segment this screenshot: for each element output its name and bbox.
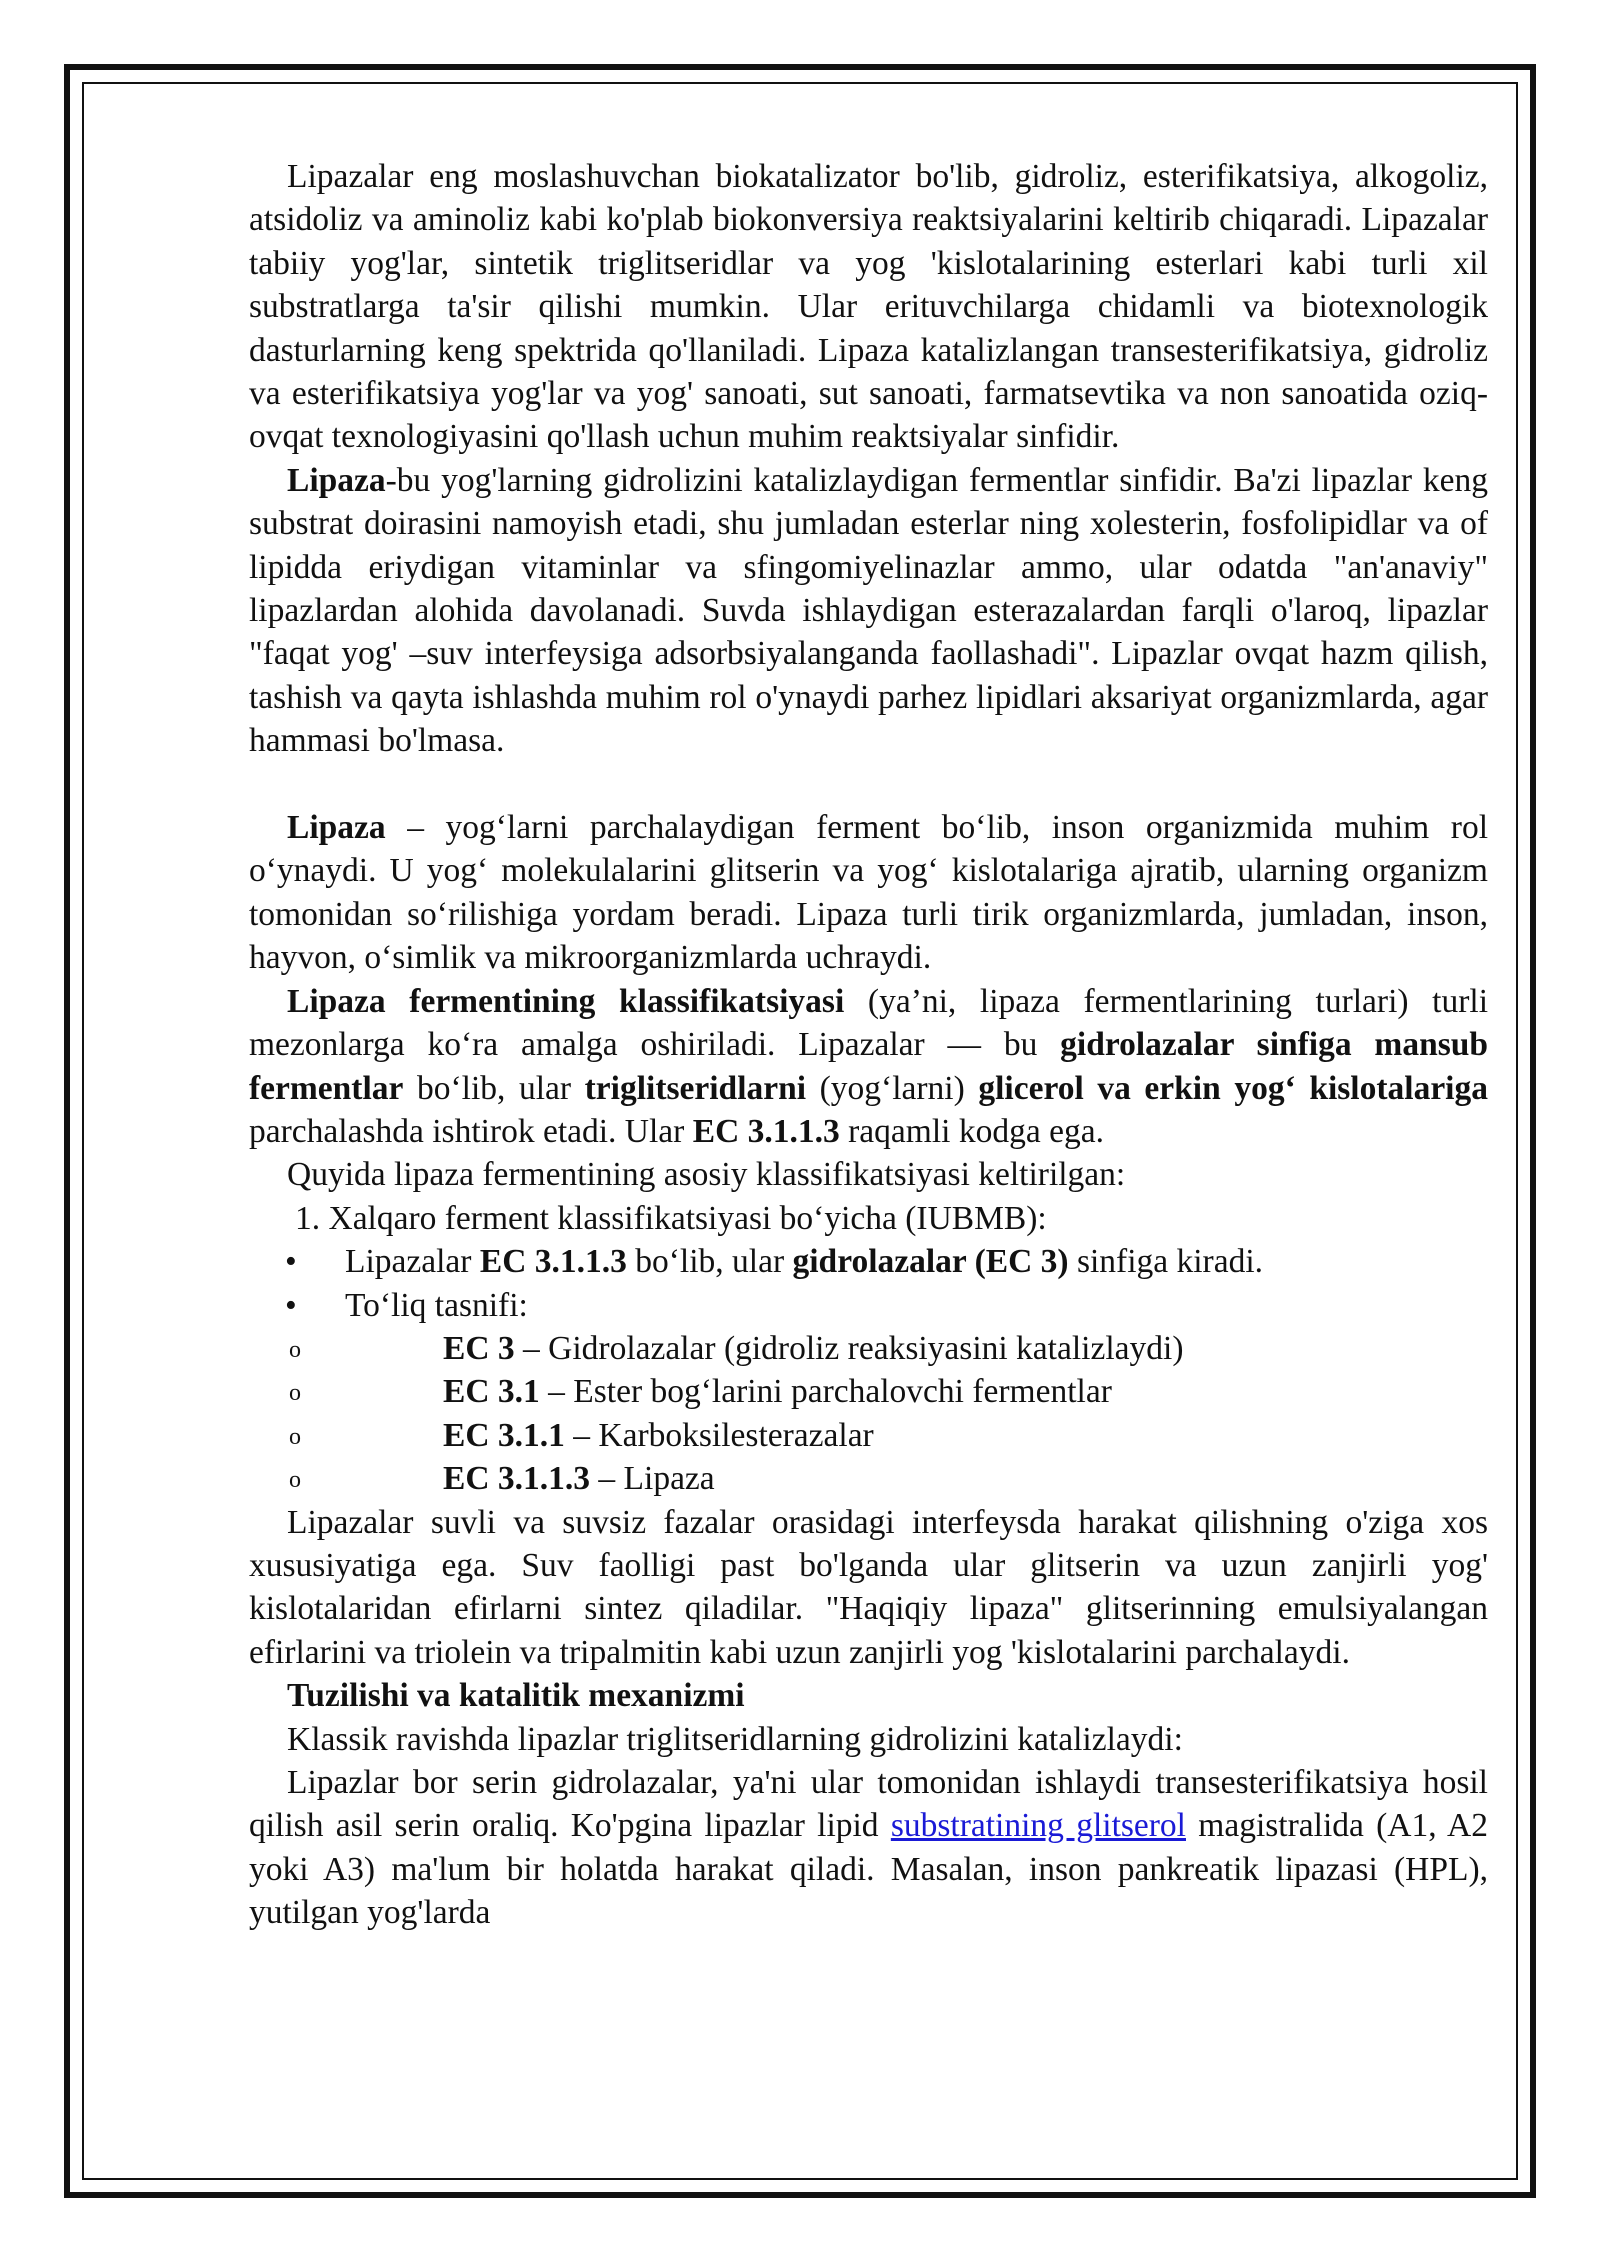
paragraph-list-intro: Quyida lipaza fermentining asosiy klassifikatsiyasi keltirilgan: <box>287 1156 1126 1194</box>
paragraph-intro: Lipazalar eng moslashuvchan biokatalizator bo'lib, gidroliz, esterifikatsiya, alkogoliz, atsidoliz va aminoliz kabi ko'plab biokonversiya reaktsiyalarini keltirib chiqaradi. Lipazalar tabiiy yog'lar, sintetik triglitseridlar va yog 'kislotalarining esterlari kabi turli xil substratlarga ta'sir qilishi mumkin. Ular erituvchilarga chidamli va biotexnologik dasturlarning keng spektrida qo'llaniladi. Lipaza katalizlangan transesterifikatsiya, gidroliz va esterifikatsiya yog'lar va yog' sanoati, sut sanoati, farmatsevtika va non sanoatida oziq-ovqat texnologiyasini qo'llash uchun muhim reaktsiyalar sinfidir. <box>249 158 1488 456</box>
numbered-item-1: 1. Xalqaro ferment klassifikatsiyasi bo‘yicha (IUBMB): <box>295 1199 1047 1237</box>
sub-bullet-marker: o <box>289 1336 301 1363</box>
sub-bullet-marker: o <box>289 1423 301 1450</box>
document-body <box>249 155 1488 1935</box>
section-heading: Tuzilishi va katalitik mexanizmi <box>287 1677 745 1715</box>
bullet-marker: • <box>285 1286 297 1324</box>
blank-line <box>249 763 1488 806</box>
bullet-item-2: • To‘liq tasnifi: <box>249 1284 1488 1327</box>
term-lipaza: Lipaza <box>287 461 386 499</box>
term-lipaza-2: Lipaza <box>287 809 386 847</box>
sub-bullet-marker: o <box>289 1380 301 1407</box>
paragraph-classic-hydrolysis: Klassik ravishda lipazlar triglitseridlarning gidrolizini katalizlaydi: <box>287 1720 1183 1758</box>
paragraph-interface: Lipazalar suvli va suvsiz fazalar orasidagi interfeysda harakat qilishning o'ziga xos xususiyatiga ega. Suv faolligi past bo'lganda ular glitserin va uzun zanjirli yog' kislotalaridan efirlarni sintez qiladilar. "Haqiqiy lipaza" glitserinning emulsiyalangan efirlarini va triolein va tripalmitin kabi uzun zanjirli yog 'kislotalarini parchalaydi. <box>249 1503 1488 1671</box>
sub-item-ec3: o EC 3 – Gidrolazalar (gidroliz reaksiyasini katalizlaydi) <box>249 1327 1488 1370</box>
bullet-marker: • <box>285 1243 297 1281</box>
sub-item-ec3-1-1-3: o EC 3.1.1.3 – Lipaza <box>249 1457 1488 1500</box>
paragraph-classification: Lipaza fermentining klassifikatsiyasi (ya’ni, lipaza fermentlarining turlari) turli mezonlarga ko‘ra amalga oshiriladi. Lipazalar — bu gidrolazalar sinfiga mansub fermentlar bo‘lib, ular triglitseridlarni (yog‘larni) glicerol va erkin yog‘ kislotalariga parchalashda ishtirok etadi. Ular EC 3.1.1.3 raqamli kodga ega. <box>249 982 1489 1150</box>
sub-item-ec3-1-1: o EC 3.1.1 – Karboksilesterazalar <box>249 1414 1488 1457</box>
sub-bullet-marker: o <box>289 1467 301 1494</box>
paragraph-lipaza-role: Lipaza – yog‘larni parchalaydigan ferment bo‘lib, inson organizmida muhim rol o‘ynaydi. U yog‘ molekulalarini glitserin va yog‘ kislotalariga ajratib, ularning organizm tomonidan so‘rilishiga yordam beradi. Lipaza turli tirik organizmlarda, jumladan, inson, hayvon, o‘simlik va mikroorganizmlarda uchraydi. <box>249 809 1488 977</box>
bullet-item-1: • Lipazalar EC 3.1.1.3 bo‘lib, ular gidrolazalar (EC 3) sinfiga kiradi. <box>249 1240 1488 1283</box>
sub-item-ec3-1: o EC 3.1 – Ester bog‘larini parchalovchi fermentlar <box>249 1370 1488 1413</box>
glycerol-substrate-link[interactable]: substratining glitserol <box>890 1807 1186 1845</box>
paragraph-lipaza-definition: Lipaza-bu yog'larning gidrolizini katalizlaydigan fermentlar sinfidir. Ba'zi lipazlar keng substrat doirasini namoyish etadi, shu jumladan esterlar ning xolesterin, fosfolipidlar va of lipidda eriydigan vitaminlar va sfingomiyelinazlar ammo, ular odatda "an'anaviy" lipazlardan alohida davolanadi. Suvda ishlaydigan esterazalardan farqli o'laroq, lipazlar "faqat yog' –suv interfeysiga adsorbsiyalanganda faollashadi". Lipazlar ovqat hazm qilish, tashish va qayta ishlashda muhim rol o'ynaydi parhez lipidlari aksariyat organizmlarda, agar hammasi bo'lmasa. <box>249 461 1488 760</box>
paragraph-serine-hydrolases: Lipazlar bor serin gidrolazalar, ya'ni ular tomonidan ishlaydi transesterifikatsiya hosil qilish asil serin oraliq. Ko'pgina lipazlar lipid substratining glitserol magistralida (A1, A2 yoki A3) ma'lum bir holatda harakat qiladi. Masalan, inson pankreatik lipazasi (HPL), yutilgan yog'larda <box>249 1764 1488 1932</box>
